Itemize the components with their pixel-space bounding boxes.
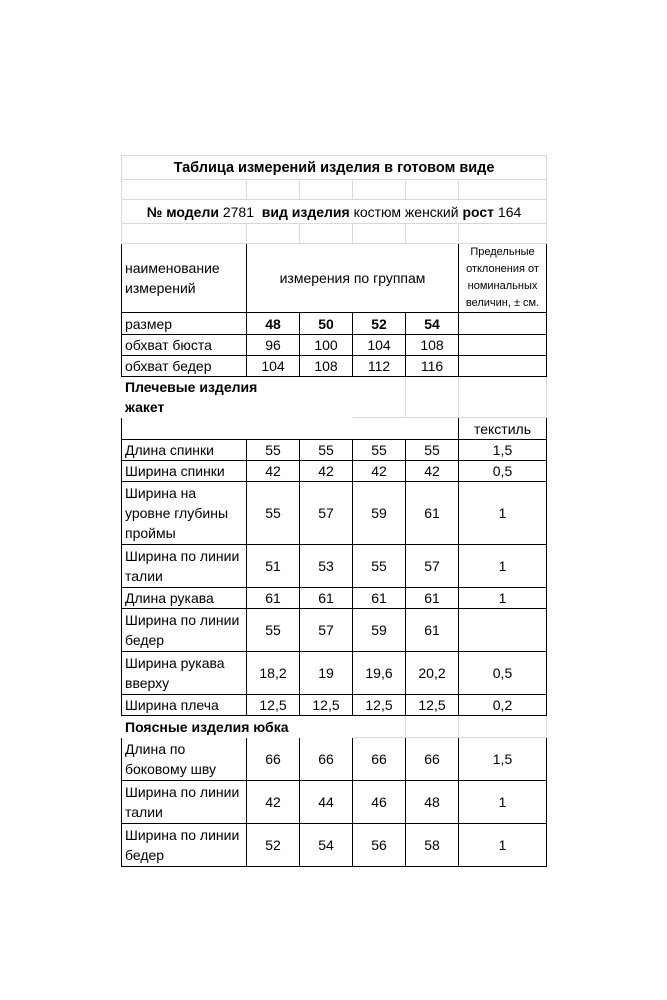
measure-value: 55 [247, 482, 300, 545]
jacket-section-title: Плечевые изделия жакет [125, 379, 258, 415]
body-measure-row [122, 335, 547, 356]
size-row [122, 313, 547, 335]
measure-name: обхват бедер [122, 356, 247, 377]
spacer-row-2 [122, 224, 547, 244]
measure-value: 20,2 [406, 652, 459, 695]
measure-name: Ширина на уровне глубины проймы [122, 482, 247, 545]
measure-name: Ширина рукава вверху [122, 652, 247, 695]
measure-value: 57 [406, 545, 459, 588]
measure-name: Длина рукава [122, 588, 247, 609]
measure-name: Ширина по линии бедер [122, 609, 247, 652]
material-label: текстиль [459, 418, 547, 440]
measure-value: 42 [247, 461, 300, 482]
skirt-measure-row [122, 781, 547, 824]
measure-value: 61 [406, 482, 459, 545]
height-value: 164 [497, 203, 522, 220]
measure-name: Ширина плеча [122, 695, 247, 716]
material-row [122, 418, 547, 440]
size-tolerance-empty [459, 313, 547, 335]
measure-value: 42 [247, 781, 300, 824]
measure-value: 42 [300, 461, 353, 482]
empty-cell [300, 377, 353, 418]
title-row [122, 156, 547, 180]
measure-value: 53 [300, 545, 353, 588]
measure-name: Ширина спинки [122, 461, 247, 482]
measurements-table [121, 155, 547, 867]
measure-value: 19,6 [353, 652, 406, 695]
body-measure-row [122, 356, 547, 377]
measure-value: 58 [406, 824, 459, 867]
measure-value: 44 [300, 781, 353, 824]
jacket-measure-row [122, 695, 547, 716]
measure-name: Ширина по линии бедер [122, 824, 247, 867]
empty-cell [459, 716, 547, 738]
measure-value: 66 [247, 738, 300, 781]
type-value: костюм женский [353, 203, 459, 220]
measure-value: 108 [406, 335, 459, 356]
measure-value: 116 [406, 356, 459, 377]
measurements-table-body [122, 156, 547, 867]
model-line [122, 200, 547, 224]
measure-name: Длина спинки [122, 440, 247, 461]
height-label: рост [462, 203, 495, 220]
model-value: 2781 [222, 203, 254, 220]
measure-name: обхват бюста [122, 335, 247, 356]
measure-value: 96 [247, 335, 300, 356]
measure-value: 66 [353, 738, 406, 781]
measure-tolerance: 1 [459, 824, 547, 867]
table-title: Таблица измерений изделия в готовом виде [122, 156, 547, 180]
measure-tolerance [459, 609, 547, 652]
measure-value: 42 [406, 461, 459, 482]
measure-value: 57 [300, 609, 353, 652]
measure-value: 12,5 [300, 695, 353, 716]
measure-tolerance: 1 [459, 545, 547, 588]
measure-value: 51 [247, 545, 300, 588]
measurements-sheet [121, 155, 546, 867]
measure-tolerance: 0,2 [459, 695, 547, 716]
jacket-section-row [122, 377, 547, 418]
measure-tolerance: 0,5 [459, 461, 547, 482]
measure-value: 42 [353, 461, 406, 482]
measure-value: 12,5 [353, 695, 406, 716]
empty-cell [459, 377, 547, 418]
jacket-measure-row [122, 609, 547, 652]
measure-tolerance [459, 335, 547, 356]
empty-cell [300, 716, 353, 738]
header-name: наименование измерений [122, 244, 247, 313]
measure-value: 18,2 [247, 652, 300, 695]
measure-value: 61 [353, 588, 406, 609]
size-value: 50 [300, 313, 353, 335]
material-empty [122, 418, 459, 440]
measure-value: 104 [247, 356, 300, 377]
header-tolerance: Предельные отклонения от номинальных величин, ± см. [459, 244, 547, 313]
measure-value: 55 [247, 440, 300, 461]
measure-value: 66 [406, 738, 459, 781]
measure-name: Ширина по линии талии [122, 781, 247, 824]
empty-cell [406, 377, 459, 418]
measure-tolerance: 1 [459, 781, 547, 824]
measure-value: 56 [353, 824, 406, 867]
measure-value: 61 [300, 588, 353, 609]
measure-value: 54 [300, 824, 353, 867]
jacket-measure-row [122, 482, 547, 545]
measure-value: 61 [247, 588, 300, 609]
spacer-row [122, 180, 547, 200]
header-groups: измерения по группам [247, 244, 459, 313]
measure-value: 12,5 [247, 695, 300, 716]
measure-value: 61 [406, 609, 459, 652]
empty-cell [353, 377, 406, 418]
size-label: размер [122, 313, 247, 335]
jacket-measure-row [122, 440, 547, 461]
type-label: вид изделия [261, 203, 350, 220]
measure-value: 48 [406, 781, 459, 824]
jacket-measure-row [122, 588, 547, 609]
size-value: 48 [247, 313, 300, 335]
jacket-measure-row [122, 545, 547, 588]
measure-value: 52 [247, 824, 300, 867]
size-value: 52 [353, 313, 406, 335]
model-label: № модели [146, 203, 219, 220]
measure-value: 55 [406, 440, 459, 461]
skirt-section-row [122, 716, 547, 738]
measure-value: 19 [300, 652, 353, 695]
jacket-measure-row [122, 652, 547, 695]
measure-tolerance: 1,5 [459, 440, 547, 461]
measure-tolerance: 1 [459, 482, 547, 545]
size-value: 54 [406, 313, 459, 335]
measure-name: Ширина по линии талии [122, 545, 247, 588]
measure-value: 46 [353, 781, 406, 824]
skirt-measure-row [122, 738, 547, 781]
measure-value: 57 [300, 482, 353, 545]
model-row [122, 200, 547, 224]
measure-tolerance: 1 [459, 588, 547, 609]
measure-value: 108 [300, 356, 353, 377]
measure-value: 59 [353, 609, 406, 652]
measure-tolerance [459, 356, 547, 377]
measure-name: Длина по боковому шву [122, 738, 247, 781]
measure-tolerance: 1,5 [459, 738, 547, 781]
jacket-measure-row [122, 461, 547, 482]
empty-cell [406, 716, 459, 738]
header-row [122, 244, 547, 313]
measure-value: 59 [353, 482, 406, 545]
measure-value: 66 [300, 738, 353, 781]
measure-value: 100 [300, 335, 353, 356]
measure-value: 55 [300, 440, 353, 461]
measure-value: 55 [353, 440, 406, 461]
measure-value: 12,5 [406, 695, 459, 716]
measure-value: 55 [247, 609, 300, 652]
empty-cell [353, 716, 406, 738]
skirt-section-title: Поясные изделия юбка [125, 718, 289, 735]
measure-value: 104 [353, 335, 406, 356]
measure-tolerance: 0,5 [459, 652, 547, 695]
measure-value: 55 [353, 545, 406, 588]
skirt-measure-row [122, 824, 547, 867]
measure-value: 112 [353, 356, 406, 377]
measure-value: 61 [406, 588, 459, 609]
